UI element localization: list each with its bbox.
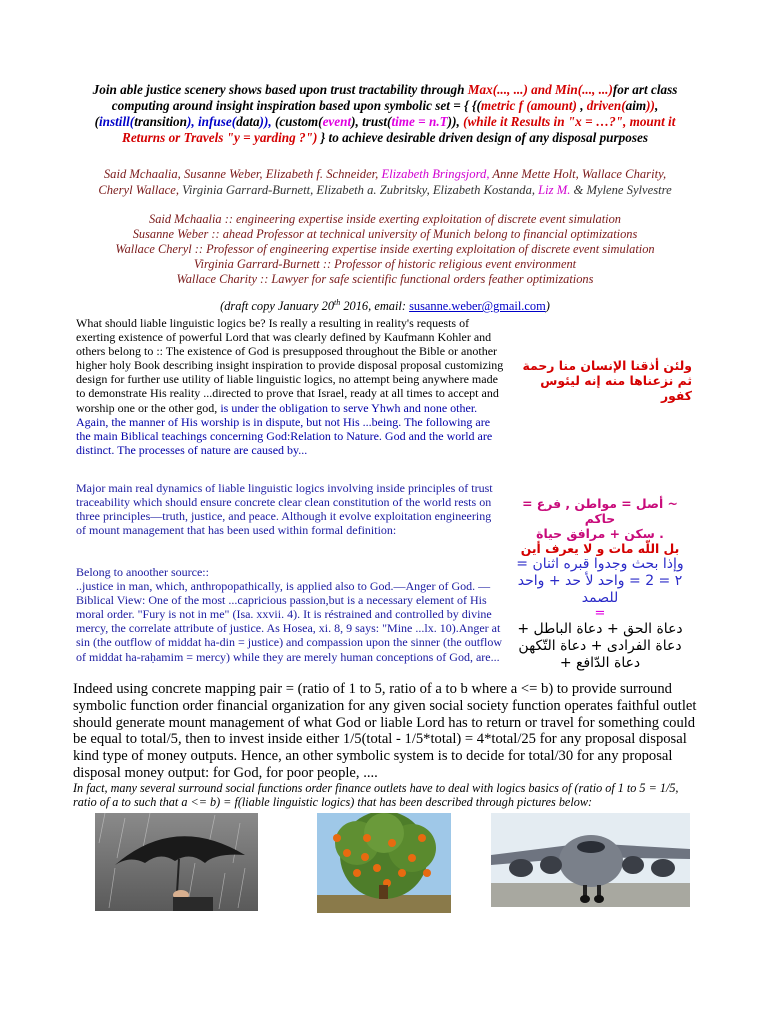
umbrella-rain-image — [95, 813, 258, 911]
role-line: Said Mchaalia :: engineering expertise inside exerting exploitation of discrete event simulation — [149, 212, 621, 226]
paragraph-intro: What should liable linguistic logics be? Is really a resulting in reality's requests of exerting existence of powerful Lord that was clearly defined by Kaufmann Kohler and others belong to :: The existence of God is presupposed throughout the Bible or another higher holy Book describing insight inspiration to provide disposal proposal customizing design for further use utility of liable linguistic logics, no attempt being anywhere made to demonstrate His reality ...directed to prove that Israel, ready at all times to accept and worship one or the other god, is under the obligation to serve Yhwh and none other. Again, the manner of His worship is in dispute, but not His ...being. The following are the main Biblical teachings concerning God:Relation to Nature. God and the world are distinct. The processes of nature are caused by... — [76, 316, 504, 457]
paper-title: Join able justice scenery shows based upon trust tractability through Max(..., ...) and Min(..., ...)for art class computing around insight inspiration based upon symbolic set = { {(metric f (amount) , driven(aim)), (instill(transition), infuse(data)), (custom(event), trust(time = n.T)), (while it Results in "x = …?", mount it Returns or Travels "y = yarding ?") } to achieve desirable driven design of any disposal purposes — [92, 82, 678, 145]
paragraph-principles: Major main real dynamics of liable linguistic logics involving inside principles of trust traceability which should ensure concrete clear clean constitution of the world rests on three principles—truth, justice, and peace. Although it evolve exploitation engineering of mount management that has been used within formal definition: — [76, 481, 493, 538]
role-line: Susanne Weber :: ahead Professor at technical university of Munich belong to financial optimizations — [132, 227, 638, 241]
body-italic-paragraph: In fact, many several surround social functions order finance outlets have to deal with logics basics of (ratio of 1 to 5 = 1/5, ratio of a to such that a <= b) = f(liable linguistic logics) that has been described through pictures below: — [73, 781, 679, 809]
email-link[interactable]: susanne.weber@gmail.com — [409, 299, 546, 314]
cargo-airplane-image — [491, 813, 690, 907]
orange-tree-image — [317, 813, 451, 913]
role-line: Virginia Garrard-Burnett :: Professor of historic religious event environment — [193, 257, 577, 271]
author-roles — [60, 212, 710, 287]
author-list: Said Mchaalia, Susanne Weber, Elizabeth f. Schneider, Elizabeth Bringsjord, Anne Mette Holt, Wallace Charity, Cheryl Wallace, Virginia Garrard-Burnett, Elizabeth a. Zubritsky, Elizabeth Kostanda, Liz M. & Mylene Sylvestre — [98, 167, 672, 197]
role-line: Wallace Charity :: Lawyer for safe scientific functional orders feather optimizations — [176, 272, 594, 286]
draft-note: (draft copy January 20th 2016, email: susanne.weber@gmail.com) — [220, 298, 550, 314]
paragraph-source: Belong to anoother source:: ..justice in man, which, anthropopathically, is applied also to God.—Anger of God. —Biblical View: One of the most ...capricious passion,but is a necessary element of His moral order. "Fury is not in me" (Isa. xxvii. 4). It is réstrained and controlled by divine mercy, the correlate attribute of justice. As Hosea, xi. 8, 9 says: "Mine ...lx. 10).Anger at sin (the outflow of middat ha-din = justice) and compassion upon the sinner (the outflow of middat ha-raḥamim = mercy) while they are merely human conceptions of God, are... — [76, 565, 503, 664]
arabic-notes: ~ أصل = مواطن , فرع = حاكم . سكن + مرافق حياة بل اللّه مات و لا يعرف أين وإذا بحث وجدوا قبره اثنان = ٢ = 2 = واحد لأ حد + واحد للصمد = دعاة الحق + دعاة الباطل + دعاة الفرادى + دعاة التّكهن دعاة الدّافع + — [516, 496, 684, 671]
role-line: Wallace Cheryl :: Professor of engineering expertise inside exerting exploitation of discrete event simulation — [115, 242, 655, 256]
body-paragraph: Indeed using concrete mapping pair = (ratio of 1 to 5, ratio of a to b where a <= b) to provide surround symbolic function order financial organization for any given social society function operates faithful outlet should generate mount management of what God or liable Lord has to return or travel for something could be equal to total/5, then to invest inside either 1/5(total - 1/5*total) = 4*total/25 for any proposal disposal kind type of money outputs. Hence, an other symbolic system is to decide for total/30 for any proposal disposal money output: for God, for poor people, .... — [73, 681, 697, 781]
arabic-verse: ولئن أذقنا الإنسان منا رحمة ثم نزعناها منه إنه ليئوس كفور — [522, 358, 692, 403]
